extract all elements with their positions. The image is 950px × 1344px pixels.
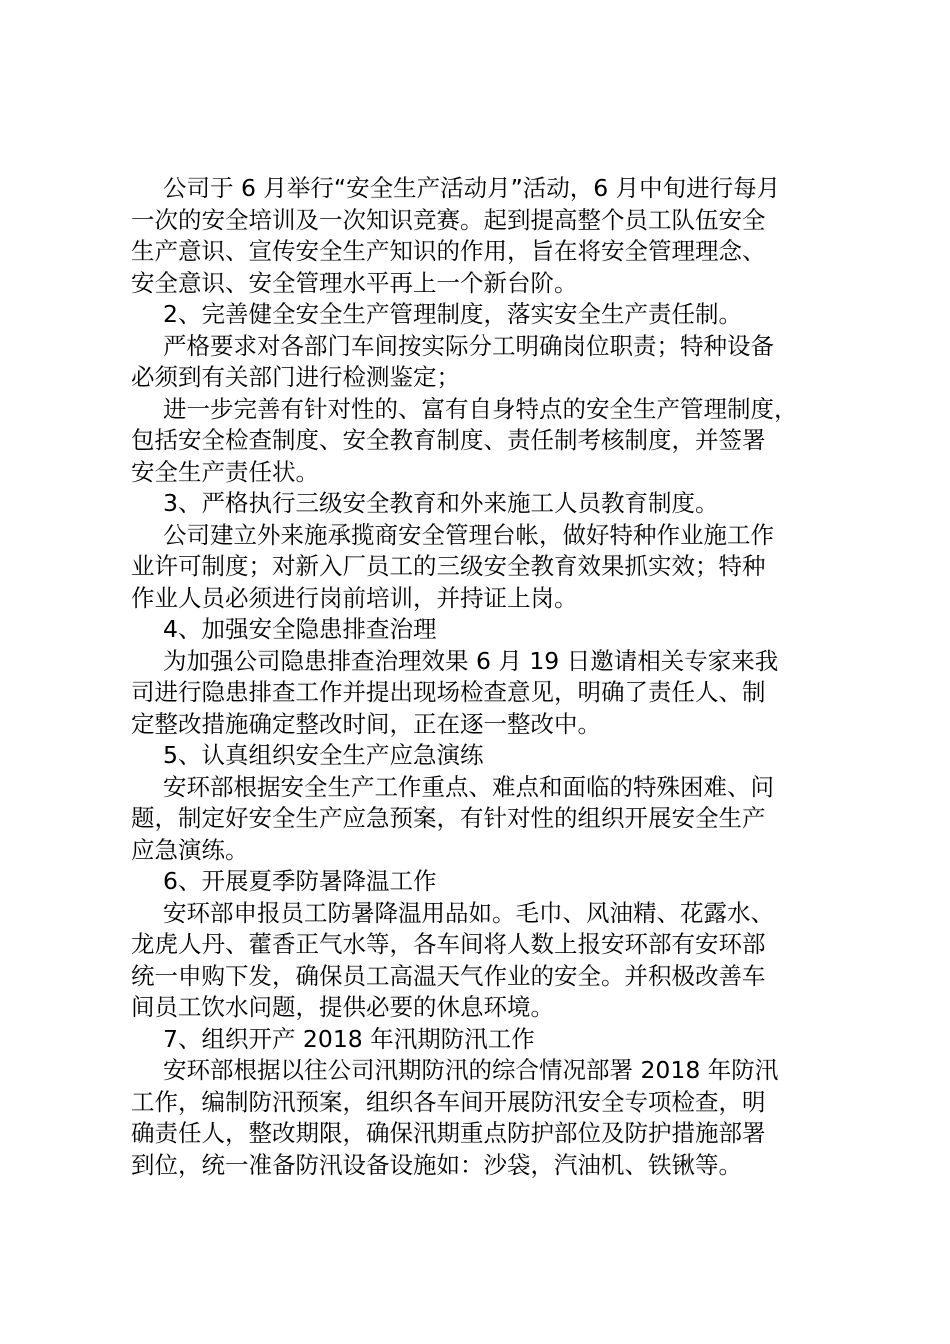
text-line: 龙虎人丹、藿香正气水等，各车间将人数上报安环部有安环部 <box>131 930 766 958</box>
text-line: 7、组织开产 2018 年汛期防汛工作 <box>163 1024 535 1053</box>
text-line: 为加强公司隐患排查治理效果 6 月 19 日邀请相关专家来我 <box>163 646 779 675</box>
text-line: 题，制定好安全生产应急预案，有针对性的组织开展安全生产 <box>131 804 766 832</box>
text-line: 6、开展夏季防暑降温工作 <box>163 867 437 895</box>
text-line: 司进行隐患排查工作并提出现场检查意见，明确了责任人、制 <box>131 678 766 706</box>
text-line: 5、认真组织安全生产应急演练 <box>163 741 484 769</box>
text-line: 安环部根据以往公司汛期防汛的综合情况部署 2018 年防汛 <box>163 1056 779 1084</box>
text-line: 生产意识、宣传安全生产知识的作用，旨在将安全管理理念、 <box>131 237 766 265</box>
text-line: 严格要求对各部门车间按实际分工明确岗位职责；特种设备 <box>163 331 774 360</box>
text-line: 3、严格执行三级安全教育和外来施工人员教育制度。 <box>163 489 719 517</box>
text-line: 一次的安全培训及一次知识竞赛。起到提高整个员工队伍安全 <box>131 205 766 234</box>
text-line: 确责任人，整改期限，确保汛期重点防护部位及防护措施部署 <box>131 1119 766 1147</box>
text-line: 公司建立外来施承揽商安全管理台帐，做好特种作业施工作 <box>163 520 774 549</box>
text-line: 2、完善健全安全生产管理制度，落实安全生产责任制。 <box>163 300 742 328</box>
text-line: 应急演练。 <box>131 835 249 864</box>
text-line: 工作，编制防汛预案，组织各车间开展防汛安全专项检查，明 <box>131 1087 766 1116</box>
text-line: 间员工饮水问题，提供必要的休息环境。 <box>131 993 554 1021</box>
text-line: 包括安全检查制度、安全教育制度、责任制考核制度，并签署 <box>131 426 766 454</box>
text-line: 安环部申报员工防暑降温用品如。毛巾、风油精、花露水、 <box>163 898 774 927</box>
text-line: 业许可制度；对新入厂员工的三级安全教育效果抓实效；特种 <box>131 552 766 580</box>
text-line: 定整改措施确定整改时间，正在逐一整改中。 <box>131 709 601 738</box>
text-line: 作业人员必须进行岗前培训，并持证上岗。 <box>131 583 578 612</box>
text-line: 到位，统一准备防汛设备设施如：沙袋，汽油机、铁锹等。 <box>131 1150 742 1179</box>
text-line: 安环部根据安全生产工作重点、难点和面临的特殊困难、问 <box>163 772 774 801</box>
text-line: 安全意识、安全管理水平再上一个新台阶。 <box>131 268 578 297</box>
text-line: 4、加强安全隐患排查治理 <box>163 615 437 643</box>
text-line: 公司于 6 月举行“安全生产活动月”活动，6 月中旬进行每月 <box>163 174 781 202</box>
text-line: 统一申购下发，确保员工高温天气作业的安全。并积极改善车 <box>131 961 766 990</box>
text-line: 进一步完善有针对性的、富有自身特点的安全生产管理制度， <box>163 394 798 423</box>
text-line: 必须到有关部门进行检测鉴定； <box>131 363 460 391</box>
document-body <box>131 173 831 1181</box>
text-line: 安全生产责任状。 <box>131 457 319 486</box>
